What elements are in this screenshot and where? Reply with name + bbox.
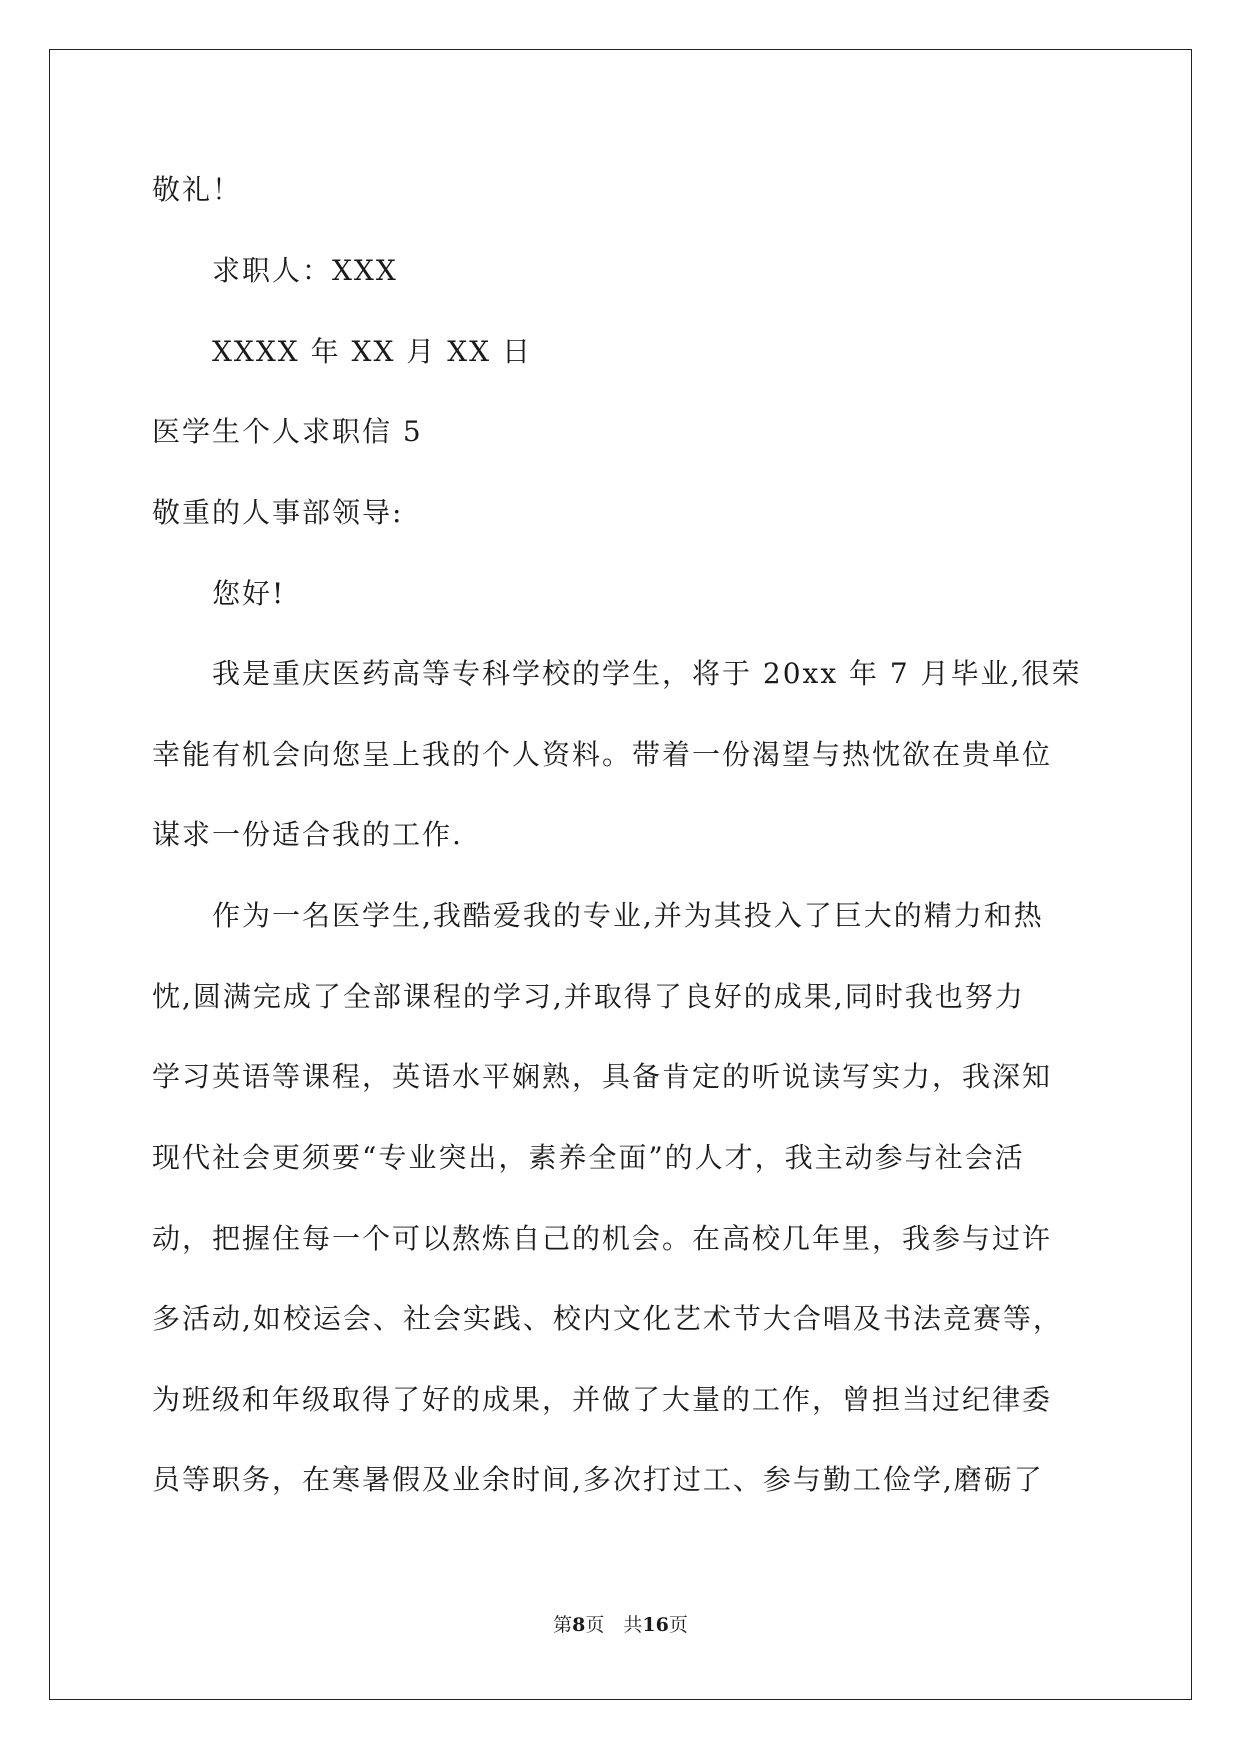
page-suffix: 页: [668, 1614, 688, 1636]
closing-salutation: 敬礼！: [152, 173, 243, 206]
letter-date: XXXX 年 XX 月 XX 日: [212, 335, 532, 368]
page-current: 8: [572, 1614, 586, 1636]
body-line: 员等职务，在寒暑假及业余时间,多次打过工、参与勤工俭学,磨砺了: [152, 1463, 1044, 1496]
body-line: 幸能有机会向您呈上我的个人资料。带着一份渴望与热忱欲在贵单位: [152, 738, 1053, 771]
section-title: 医学生个人求职信 5: [152, 415, 423, 448]
letter-hello: 您好!: [212, 577, 286, 610]
body-line: 学习英语等课程，英语水平娴熟，具备肯定的听说读写实力，我深知: [152, 1060, 1053, 1093]
body-line: 忱,圆满完成了全部课程的学习,并取得了良好的成果,同时我也努力: [152, 980, 1025, 1013]
body-line: 作为一名医学生,我酷爱我的专业,并为其投入了巨大的精力和热: [212, 899, 1044, 932]
body-line: 谋求一份适合我的工作.: [152, 818, 463, 851]
applicant-signature: 求职人：XXX: [212, 254, 398, 287]
page-prefix: 第: [553, 1614, 573, 1636]
body-line: 我是重庆医药高等专科学校的学生，将于 20xx 年 7 月毕业,很荣: [212, 657, 1082, 690]
body-line: 多活动,如校运会、社会实践、校内文化艺术节大合唱及书法竞赛等，: [152, 1302, 1063, 1335]
letter-greeting: 敬重的人事部领导:: [152, 496, 404, 529]
body-line: 为班级和年级取得了好的成果，并做了大量的工作，曾担当过纪律委: [152, 1383, 1053, 1416]
page-total: 16: [642, 1614, 669, 1636]
page-mid: 页 共: [585, 1614, 643, 1636]
body-line: 现代社会更须要“专业突出，素养全面”的人才，我主动参与社会活: [152, 1141, 1025, 1174]
page-border: [49, 49, 1192, 1700]
page-number-footer: [0, 1613, 1241, 1637]
body-line: 动，把握住每一个可以熬炼自己的机会。在高校几年里，我参与过许: [152, 1222, 1053, 1255]
